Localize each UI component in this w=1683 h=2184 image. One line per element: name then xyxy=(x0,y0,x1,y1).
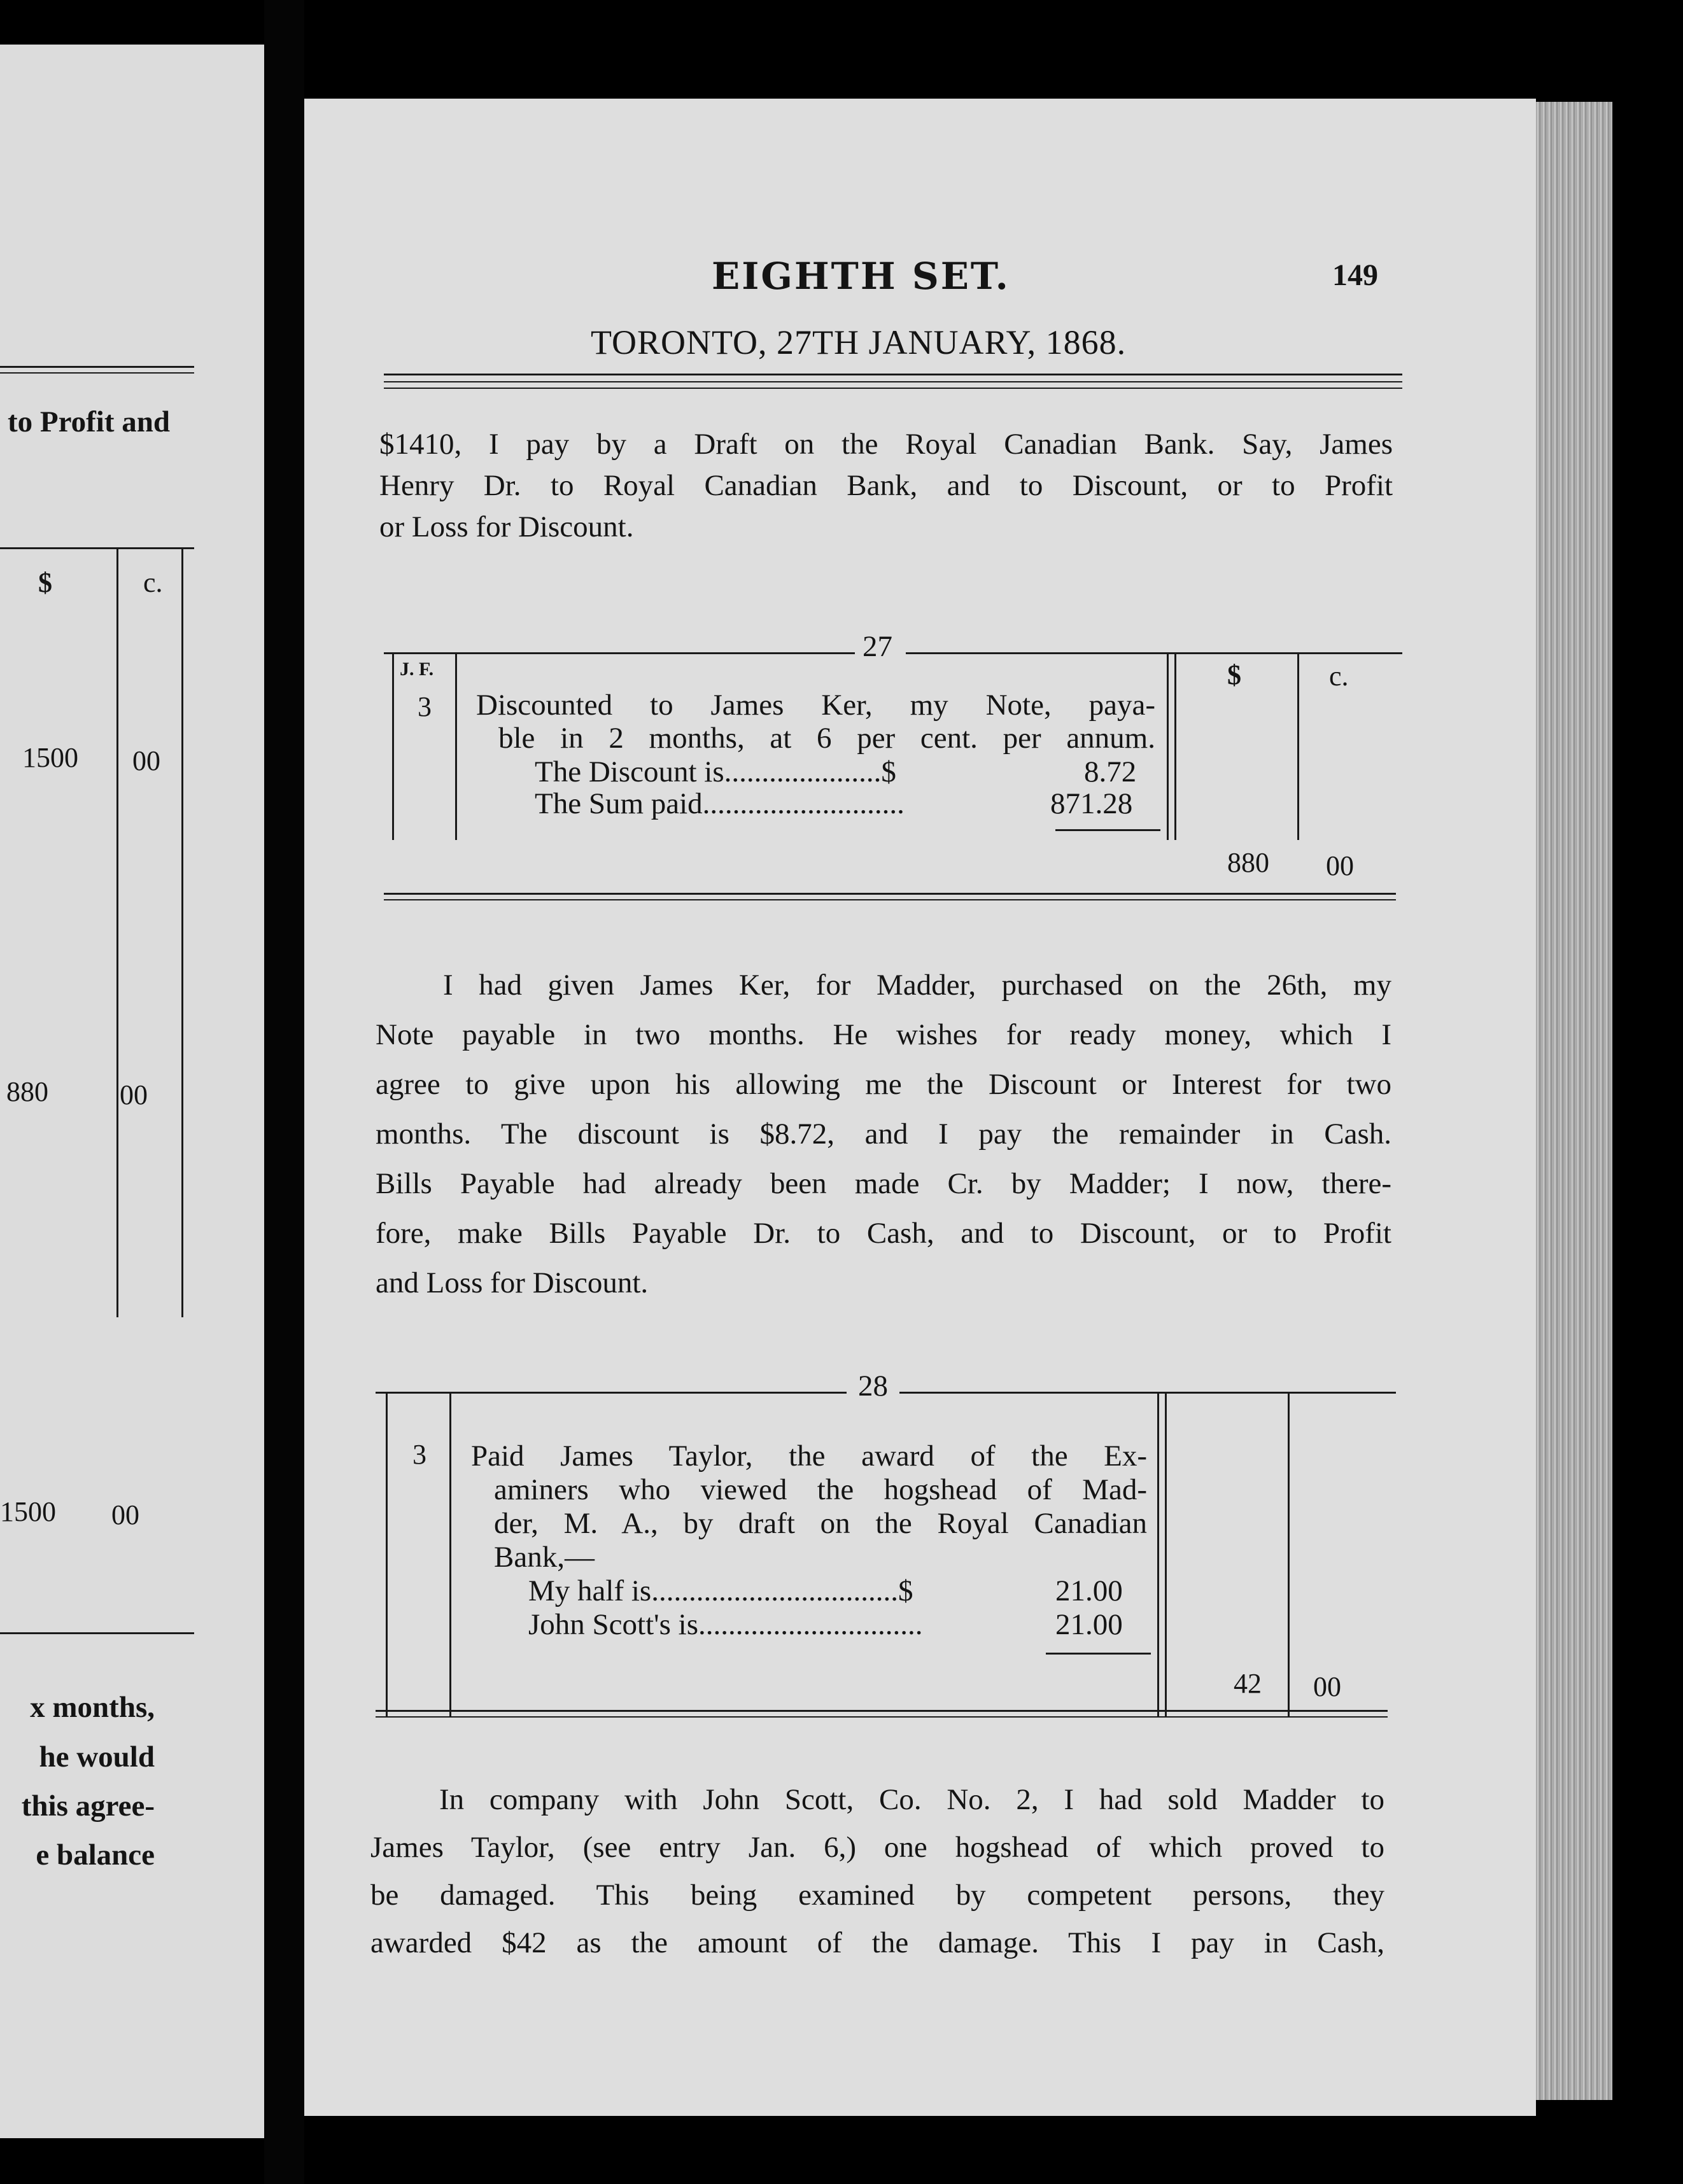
entry-27-dollars: 880 xyxy=(1227,847,1269,878)
entry-28-dollars: 42 xyxy=(1234,1668,1262,1699)
left-top-text: to Profit and xyxy=(8,405,171,438)
left-col-divider-2 xyxy=(181,547,183,1317)
middle-line: agree to give upon his allowing me the Discount or Interest for two xyxy=(376,1068,1391,1101)
left-row-cents: 00 xyxy=(111,1499,139,1530)
book-gutter xyxy=(264,0,304,2184)
middle-line: Bills Payable had already been made Cr. by Madder; I now, there- xyxy=(376,1167,1391,1200)
entry-27-line: ble in 2 months, at 6 per cent. per annum. xyxy=(498,722,1155,755)
entry-28-line: aminers who viewed the hogshead of Mad- xyxy=(494,1473,1147,1506)
scott-value: 21.00 xyxy=(1055,1608,1123,1641)
left-row-dollars: 880 xyxy=(6,1076,48,1107)
discount-label: The Discount is.....................$ xyxy=(535,755,896,788)
sum-label: The Sum paid........................... xyxy=(535,787,905,820)
left-bottom-line: this agree- xyxy=(21,1789,155,1823)
page-number: 149 xyxy=(1332,258,1378,292)
left-rule-2 xyxy=(0,372,194,374)
entry-27-top-rule-right xyxy=(906,652,1402,654)
entry-28-cents: 00 xyxy=(1313,1671,1341,1702)
entry-27-cents-header: c. xyxy=(1329,661,1349,692)
entry-28-amount-divider-2 xyxy=(1165,1392,1167,1718)
intro-line: $1410, I pay by a Draft on the Royal Canadian Bank. Say, James xyxy=(379,428,1393,461)
left-row-dollars: 1500 xyxy=(22,742,78,773)
entry-27-line: Discounted to James Ker, my Note, paya- xyxy=(476,689,1155,722)
intro-line: Henry Dr. to Royal Canadian Bank, and to Discount, or to Profit xyxy=(379,469,1393,502)
left-dollar-header: $ xyxy=(38,567,52,598)
left-table-bottom xyxy=(0,1632,194,1634)
entry-28-border-left xyxy=(386,1392,388,1718)
left-row-cents: 00 xyxy=(132,745,160,776)
entry-27-jf: 3 xyxy=(418,691,432,722)
entry-27-cents-divider xyxy=(1297,652,1299,840)
right-page xyxy=(304,99,1536,2116)
entry-27-sum-rule xyxy=(1055,829,1160,831)
bottom-line: awarded $42 as the amount of the damage. This I pay in Cash, xyxy=(370,1926,1384,1959)
entry-28-bottom-rule xyxy=(376,1710,1388,1712)
left-col-divider xyxy=(116,547,118,1317)
left-bottom-line: he would xyxy=(39,1740,155,1774)
entry-27-amount-divider xyxy=(1167,652,1169,840)
left-cents-header: c. xyxy=(143,567,163,598)
page-title: EIGHTH SET. xyxy=(712,255,1010,298)
left-bottom-line: x months, xyxy=(30,1691,155,1724)
middle-line: months. The discount is $8.72, and I pay the remainder in Cash. xyxy=(376,1117,1391,1151)
half-value: 21.00 xyxy=(1055,1574,1123,1607)
bottom-line: In company with John Scott, Co. No. 2, I had sold Madder to xyxy=(439,1783,1384,1816)
left-page xyxy=(0,45,264,2138)
entry-28-amount-divider xyxy=(1157,1392,1159,1718)
entry-28-cents-divider xyxy=(1288,1392,1290,1718)
middle-line: Note payable in two months. He wishes for ready money, which I xyxy=(376,1018,1391,1051)
entry-27-date: 27 xyxy=(863,630,892,663)
entry-28-sum-rule xyxy=(1046,1653,1151,1655)
entry-27-bottom-rule xyxy=(384,893,1396,895)
entry-27-dollar-header: $ xyxy=(1227,659,1241,690)
discount-value: 8.72 xyxy=(1084,755,1137,788)
middle-line: fore, make Bills Payable Dr. to Cash, and to Discount, or to Profit xyxy=(376,1217,1391,1250)
intro-line: or Loss for Discount. xyxy=(379,510,634,543)
left-row-cents: 00 xyxy=(120,1079,148,1110)
entry-28-jf: 3 xyxy=(412,1439,426,1470)
entry-28-jf-divider xyxy=(449,1392,451,1718)
bottom-line: James Taylor, (see entry Jan. 6,) one hogshead of which proved to xyxy=(370,1831,1384,1864)
left-table-rule xyxy=(0,547,194,549)
entry-27-top-rule xyxy=(384,652,855,654)
scott-label: John Scott's is.............................. xyxy=(528,1608,923,1641)
page-edge-stack xyxy=(1536,102,1612,2100)
entry-27-bottom-rule-2 xyxy=(384,899,1396,900)
middle-line: and Loss for Discount. xyxy=(376,1266,649,1299)
entry-28-top-rule xyxy=(376,1392,847,1394)
entry-28-line: Bank,— xyxy=(494,1541,595,1574)
header-rule-2 xyxy=(384,381,1402,382)
left-bottom-line: e balance xyxy=(36,1838,155,1872)
header-rule xyxy=(384,374,1402,375)
left-rule xyxy=(0,366,194,368)
bottom-line: be damaged. This being examined by competent persons, they xyxy=(370,1879,1384,1912)
entry-28-date: 28 xyxy=(858,1369,888,1403)
entry-27-cents: 00 xyxy=(1326,850,1354,881)
entry-28-line: Paid James Taylor, the award of the Ex- xyxy=(471,1439,1147,1473)
entry-28-line: der, M. A., by draft on the Royal Canadian xyxy=(494,1507,1147,1540)
entry-28-bottom-rule-2 xyxy=(376,1716,1388,1718)
middle-line: I had given James Ker, for Madder, purchased on the 26th, my xyxy=(443,969,1391,1002)
place-date: TORONTO, 27TH JANUARY, 1868. xyxy=(591,323,1127,361)
entry-27-border-left xyxy=(392,652,394,840)
jf-header: J. F. xyxy=(400,659,434,680)
header-rule-3 xyxy=(384,388,1402,389)
entry-27-jf-divider xyxy=(455,652,457,840)
entry-27-amount-divider-2 xyxy=(1174,652,1176,840)
left-row-dollars: 1500 xyxy=(0,1496,56,1527)
entry-28-top-rule-right xyxy=(899,1392,1396,1394)
sum-value: 871.28 xyxy=(1050,787,1133,820)
half-label: My half is.................................$ xyxy=(528,1574,913,1607)
